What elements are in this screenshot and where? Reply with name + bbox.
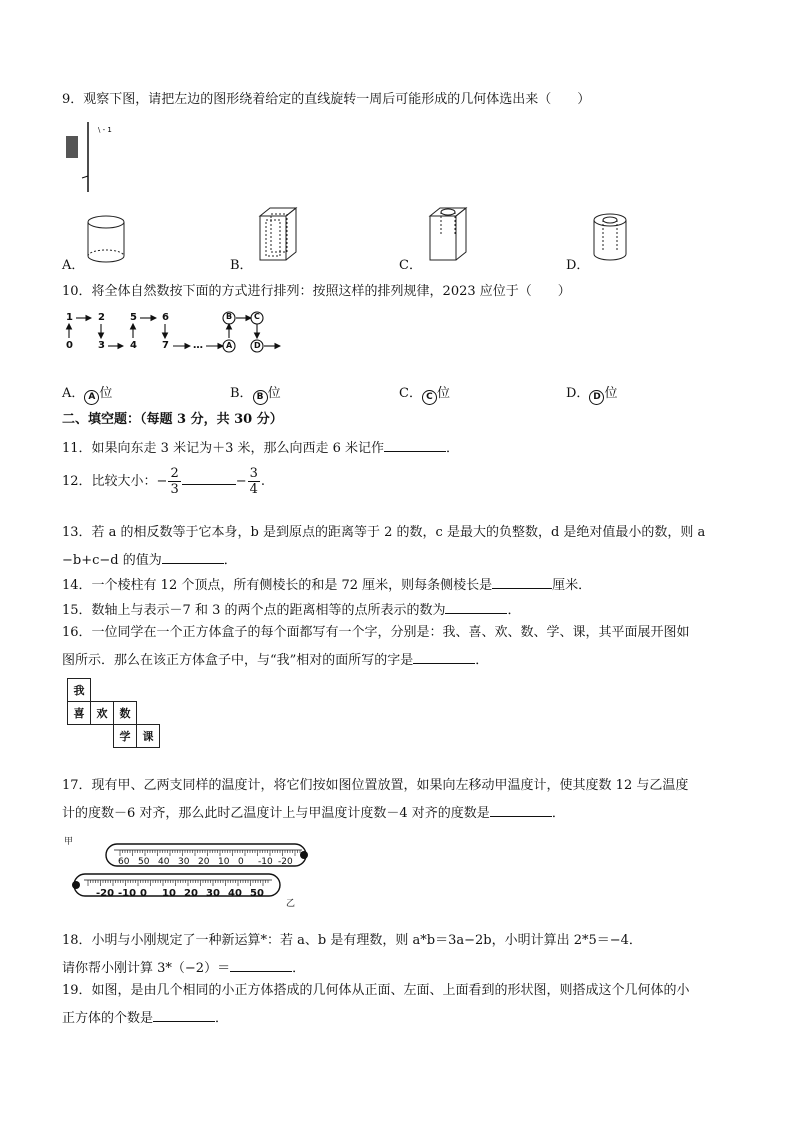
q9-text: 9．观察下图，请把左边的图形绕着给定的直线旋转一周后可能形成的几何体选出来（ ）	[62, 92, 591, 107]
net-face-shu: 数	[114, 702, 137, 725]
net-face-wo: 我	[68, 679, 91, 702]
seq-b: B	[226, 312, 233, 321]
q11: 11．如果向东走 3 米记为＋3 米，那么向西走 6 米记作 ．	[62, 437, 459, 458]
q9-option-b[interactable]: B．	[230, 258, 253, 273]
q14-answer-blank[interactable]	[492, 574, 552, 589]
hollow-prism-shape	[254, 206, 304, 266]
q16-line2: 图所示．那么在该正方体盒子中，与“我”相对的面所写的字是 ．	[62, 649, 488, 670]
q17-line2: 计的度数－6 对齐，那么此时乙温度计上与甲温度计度数－4 对齐的度数是 ．	[62, 802, 565, 823]
q16-line1: 16．一位同学在一个正方体盒子的每个面都写有一个字，分别是：我、喜、欢、数、学、课，其平面展开图如	[62, 625, 690, 640]
bottom-tick-label: 30	[206, 888, 220, 899]
bottom-tick-label: 50	[250, 888, 264, 899]
q19-answer-blank[interactable]	[153, 1007, 215, 1022]
q12: 12．比较大小：− $\frac{2}{3}$ − $\frac{3}{4}$ .	[62, 466, 266, 497]
seq-1: 1	[66, 312, 73, 323]
q10-option-b[interactable]: B． B 位	[230, 382, 281, 405]
seq-0: 0	[66, 340, 73, 351]
q12-answer-blank[interactable]	[182, 470, 236, 485]
top-tick-label: 10	[218, 857, 230, 867]
top-tick-label: 30	[178, 857, 190, 867]
hollow-cylinder-shape	[592, 212, 632, 264]
top-tick-label: 0	[238, 857, 244, 867]
seq-d: D	[254, 341, 261, 350]
q13-line1: 13．若 a 的相反数等于它本身，b 是到原点的距离等于 2 的数，c 是最大的负整数，d 是绝对值最小的数，则 a	[62, 525, 706, 540]
q10-option-d[interactable]: D． D 位	[566, 382, 617, 405]
q18-line1: 18．小明与小刚规定了一种新运算*：若 a、b 是有理数，则 a*b＝3a−2b，小明计算出 2*5＝−4．	[62, 933, 642, 948]
top-tick-label: -20	[278, 857, 293, 867]
bottom-tick-label: 10	[162, 888, 176, 899]
seq-a: A	[226, 341, 233, 350]
q19-line1: 19．如图，是由几个相同的小正方体搭成的几何体从正面、左面、上面看到的形状图，则搭成这个几何体的小	[62, 983, 690, 998]
q9-option-c[interactable]: C．	[399, 258, 422, 273]
net-face-xue: 学	[114, 725, 137, 748]
seq-6: 6	[162, 312, 169, 323]
q9-option-d[interactable]: D．	[566, 258, 590, 273]
prism-with-hole-shape	[424, 206, 474, 266]
thermometer-jia-label: 甲	[64, 837, 74, 847]
q10-option-c[interactable]: C． C 位	[399, 382, 450, 405]
q13-line2: −b+c−d 的值为 ．	[62, 549, 237, 570]
q9-option-a[interactable]: A．	[62, 258, 85, 273]
seq-ellipsis: …	[193, 340, 203, 351]
q17-line1: 17．现有甲、乙两支同样的温度计，将它们按如图位置放置，如果向左移动甲温度计，使其度数 12 与乙温度	[62, 778, 689, 793]
q10-text: 10．将全体自然数按下面的方式进行排列：按照这样的排列规律，2023 应位于（ ）	[62, 284, 571, 299]
seq-3: 3	[98, 340, 105, 351]
circle-c-icon: C	[422, 390, 437, 405]
seq-7: 7	[162, 340, 169, 351]
q15: 15．数轴上与表示－7 和 3 的两个点的距离相等的点所表示的数为 ．	[62, 599, 521, 620]
net-face-huan: 欢	[91, 702, 114, 725]
bottom-tick-label: -20	[96, 888, 115, 899]
thermometers-figure	[66, 836, 316, 912]
q10-option-a[interactable]: A． A 位	[62, 382, 112, 405]
seq-4: 4	[130, 340, 137, 351]
circle-a-icon: A	[84, 390, 99, 405]
q16-answer-blank[interactable]	[413, 649, 475, 664]
cube-net	[67, 678, 160, 748]
svg-text:\ - 1: \ - 1	[98, 126, 112, 134]
top-tick-label: 20	[198, 857, 210, 867]
fraction-three-quarters: $\frac{3}{4}$	[249, 466, 258, 497]
circle-b-icon: B	[253, 390, 268, 405]
q11-answer-blank[interactable]	[384, 437, 446, 452]
seq-2: 2	[98, 312, 105, 323]
bottom-tick-label: 20	[184, 888, 198, 899]
bottom-tick-label: 40	[228, 888, 242, 899]
top-tick-label: 60	[118, 857, 130, 867]
q17-answer-blank[interactable]	[490, 802, 552, 817]
thermometer-yi-label: 乙	[286, 899, 296, 909]
net-face-xi: 喜	[68, 702, 91, 725]
net-face-ke: 课	[137, 725, 160, 748]
circle-d-icon: D	[589, 390, 604, 405]
seq-5: 5	[130, 312, 137, 323]
seq-c: C	[254, 312, 260, 321]
fraction-two-thirds: $\frac{2}{3}$	[170, 466, 179, 497]
top-tick-label: 40	[158, 857, 170, 867]
q14: 14．一个棱柱有 12 个顶点，所有侧棱长的和是 72 厘米，则每条侧棱长是 厘米．	[62, 574, 591, 595]
top-tick-label: -10	[258, 857, 273, 867]
top-tick-label: 50	[138, 857, 150, 867]
bottom-tick-label: -10	[118, 888, 137, 899]
cylinder-shape	[86, 214, 136, 264]
q9-rotation-figure	[60, 118, 120, 198]
bottom-tick-label: 0	[140, 888, 147, 899]
section-2-heading: 二、填空题：（每题 3 分，共 30 分）	[62, 412, 283, 427]
q13-answer-blank[interactable]	[162, 549, 224, 564]
q19-line2: 正方体的个数是 ．	[62, 1007, 228, 1028]
q18-answer-blank[interactable]	[230, 957, 292, 972]
q18-line2: 请你帮小刚计算 3*（−2）＝ ．	[62, 957, 305, 978]
q15-answer-blank[interactable]	[445, 599, 507, 614]
